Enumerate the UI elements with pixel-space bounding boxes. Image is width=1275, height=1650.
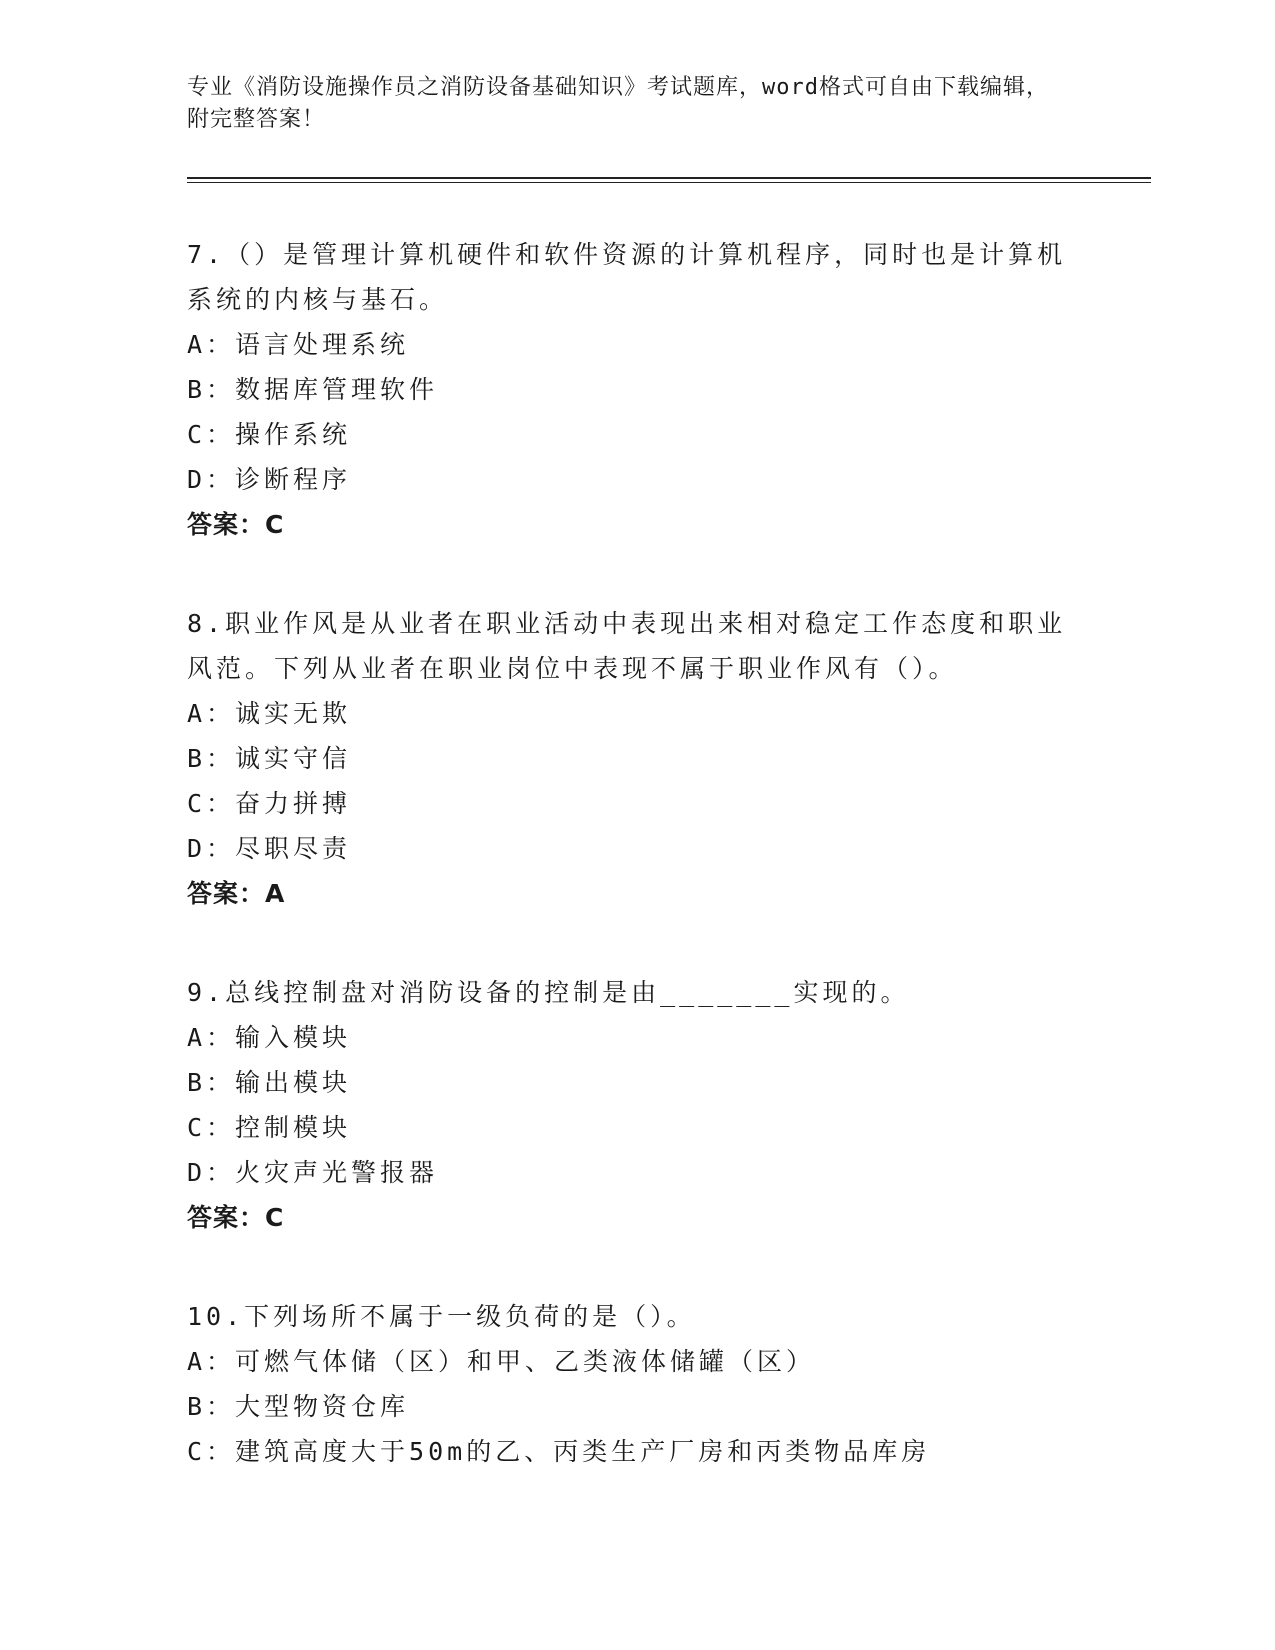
question-item (187, 970, 1087, 1240)
option-c: C：建筑高度大于50m的乙、丙类生产厂房和丙类物品库房 (187, 1437, 931, 1466)
option-a: A：输入模块 (187, 1023, 352, 1052)
question-stem: 7.（）是管理计算机硬件和软件资源的计算机程序，同时也是计算机系统的内核与基石。 (187, 240, 1067, 314)
option-b: B：数据库管理软件 (187, 375, 439, 404)
option-d: D：尽职尽责 (187, 834, 352, 863)
answer-key: 答案：C (187, 1203, 285, 1232)
option-b: B：大型物资仓库 (187, 1392, 410, 1421)
header-divider-thin (187, 182, 1151, 183)
option-a: A：语言处理系统 (187, 330, 410, 359)
option-d: D：诊断程序 (187, 465, 352, 494)
option-b: B：输出模块 (187, 1068, 352, 1097)
option-c: C：奋力拼搏 (187, 789, 352, 818)
answer-key: 答案：A (187, 879, 286, 908)
question-stem: 10.下列场所不属于一级负荷的是（）。 (187, 1302, 696, 1331)
question-list (187, 232, 1087, 1528)
option-c: C：操作系统 (187, 420, 352, 449)
question-item (187, 601, 1087, 916)
option-a: A：诚实无欺 (187, 699, 352, 728)
option-c: C：控制模块 (187, 1113, 352, 1142)
option-d: D：火灾声光警报器 (187, 1158, 439, 1187)
option-a: A：可燃气体储（区）和甲、乙类液体储罐（区） (187, 1347, 816, 1376)
header-divider-thick (187, 177, 1151, 179)
question-item (187, 232, 1087, 547)
question-stem: 8.职业作风是从业者在职业活动中表现出来相对稳定工作态度和职业风范。下列从业者在职业岗位中表现不属于职业作风有（）。 (187, 609, 1067, 683)
document-header: 专业《消防设施操作员之消防设备基础知识》考试题库，word格式可自由下载编辑，附完整答案！ (187, 75, 1049, 132)
answer-key: 答案：C (187, 510, 285, 539)
question-item (187, 1294, 1087, 1474)
option-b: B：诚实守信 (187, 744, 352, 773)
question-stem: 9.总线控制盘对消防设备的控制是由_______实现的。 (187, 978, 910, 1007)
